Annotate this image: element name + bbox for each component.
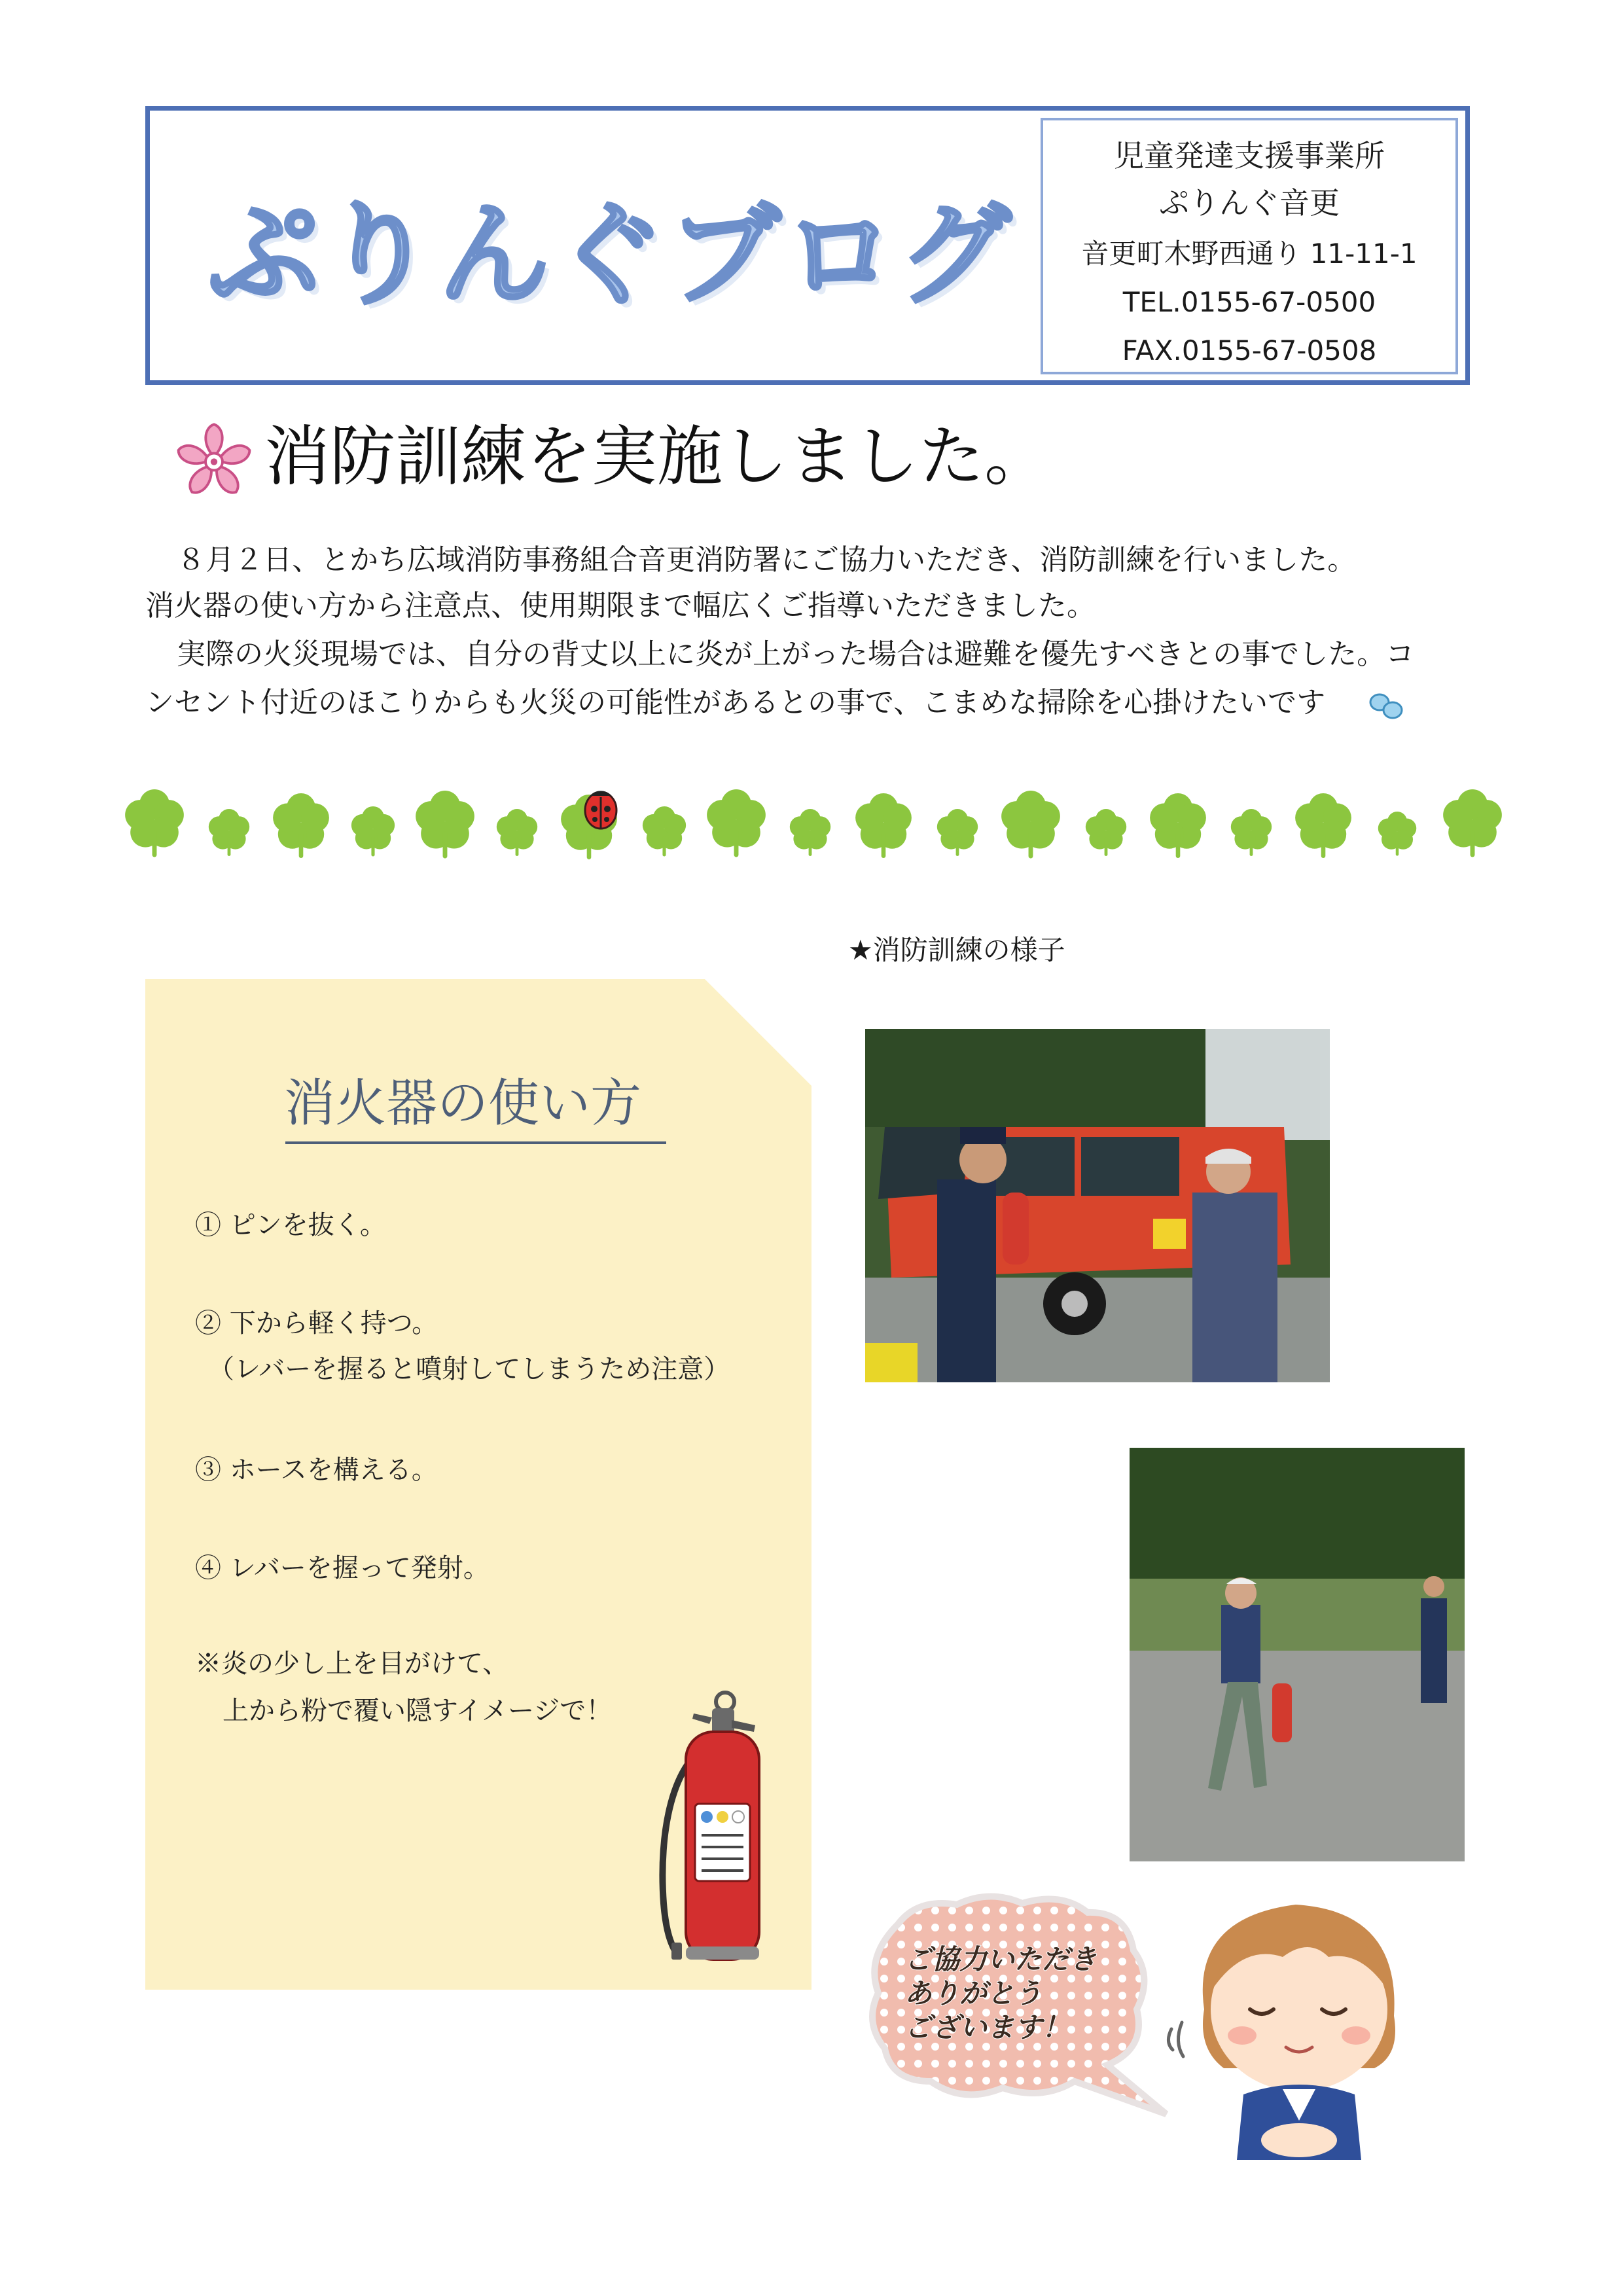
- clover-icon: [497, 809, 537, 856]
- photo-extinguisher-practice: [1130, 1448, 1465, 1861]
- clover-icon: [855, 793, 912, 858]
- step-2-note: （レバーを握ると噴射してしまうため注意）: [208, 1354, 730, 1384]
- office-address: 音更町木野西通り 11-11-1: [1081, 238, 1418, 270]
- clover-icon: [125, 789, 184, 857]
- droplet-icon: [1368, 692, 1404, 721]
- clover-icon: [351, 806, 395, 857]
- clover-icon: [1378, 812, 1417, 856]
- clover-icon: [790, 809, 830, 856]
- article-headline: 消防訓練を実施しました。: [264, 418, 1050, 495]
- office-tel: TEL.0155-67-0500: [1122, 286, 1376, 318]
- photo-caption: ★消防訓練の様子: [848, 934, 1065, 966]
- paragraph-1: ８月２日、とかち広域消防事務組合音更消防署にご協力いただき、消防訓練を行いました。: [177, 543, 1357, 577]
- clover-icon: [643, 806, 686, 857]
- sakura-icon: [171, 418, 257, 503]
- clover-icon: [1001, 791, 1060, 859]
- clover-icon: [937, 809, 978, 856]
- thanks-message: ご協力いただき ありがとう ございます！: [904, 1943, 1097, 2043]
- clover-icon: [1295, 793, 1351, 858]
- clover-icon: [1150, 793, 1206, 858]
- bowing-staff-illustration: [1165, 1878, 1440, 2160]
- clover-icon: [1086, 809, 1126, 856]
- step-3: ③ ホースを構える。: [195, 1455, 438, 1485]
- office-name: ぷりんぐ音更: [1159, 185, 1340, 221]
- clover-icon: [1443, 789, 1502, 857]
- tip-line-1: ※炎の少し上を目がけて、: [195, 1649, 509, 1679]
- photo-fire-truck-briefing: [865, 1029, 1330, 1382]
- clover-icon: [273, 793, 329, 858]
- office-info-box: [1041, 118, 1458, 374]
- paragraph-2: 消火器の使い方から注意点、使用期限まで幅広くご指導いただきました。: [145, 589, 1096, 622]
- blog-title: ぷりんぐブログ: [208, 190, 1015, 320]
- office-type: 児童発達支援事業所: [1114, 138, 1385, 173]
- clover-icon: [209, 809, 249, 856]
- clover-divider: [111, 772, 1518, 877]
- tip-line-2: 上から粉で覆い隠すイメージで！: [223, 1696, 613, 1726]
- fire-extinguisher-icon: [647, 1687, 764, 1962]
- clover-icon: [707, 789, 766, 857]
- step-2: ② 下から軽く持つ。: [195, 1308, 438, 1338]
- howto-title: 消火器の使い方: [284, 1074, 642, 1133]
- howto-title-underline: [285, 1141, 666, 1144]
- clover-icon: [416, 791, 474, 859]
- clover-icon: [1231, 809, 1272, 856]
- step-4: ④ レバーを握って発射。: [195, 1553, 490, 1583]
- office-fax: FAX.0155-67-0508: [1122, 334, 1377, 367]
- paragraph-3: 実際の火災現場では、自分の背丈以上に炎が上がった場合は避難を優先すべきとの事でした。コ: [177, 637, 1415, 671]
- paragraph-4: ンセント付近のほこりからも火災の可能性があるとの事で、こまめな掃除を心掛けたいです: [145, 686, 1326, 719]
- step-1: ① ピンを抜く。: [195, 1210, 386, 1240]
- ladybug-icon: [585, 791, 616, 829]
